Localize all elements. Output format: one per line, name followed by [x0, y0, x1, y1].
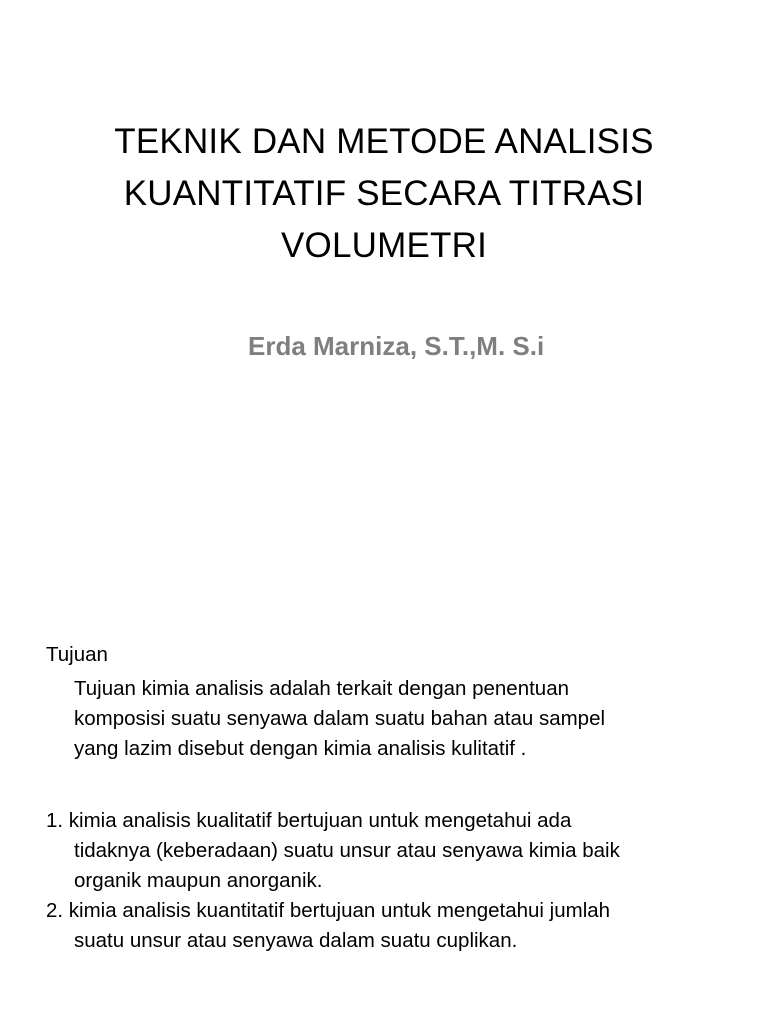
title-line-1: TEKNIK DAN METODE ANALISIS — [114, 122, 654, 161]
spacer — [46, 764, 736, 806]
list-item-text: tidaknya (keberadaan) suatu unsur atau senyawa kimia baik — [74, 839, 620, 862]
list-item-text: organik maupun anorganik. — [74, 869, 323, 892]
author-name: Erda Marniza, S.T.,M. S.i — [248, 331, 545, 361]
title-line-3: VOLUMETRI — [281, 226, 487, 265]
intro-line: Tujuan kimia analisis adalah terkait dengan penentuan — [74, 677, 569, 700]
list-item-text: 1. kimia analisis kualitatif bertujuan untuk mengetahui ada — [46, 809, 572, 832]
title-line-2: KUANTITATIF SECARA TITRASI — [123, 174, 645, 213]
list-item-text: 2. kimia analisis kuantitatif bertujuan untuk mengetahui jumlah — [46, 899, 611, 922]
content-body — [46, 640, 736, 956]
intro-line: komposisi suatu senyawa dalam suatu bahan atau sampel — [74, 707, 606, 730]
list-item-1 — [46, 806, 736, 896]
section-label-tujuan: Tujuan — [46, 643, 108, 666]
intro-line: yang lazim disebut dengan kimia analisis kulitatif . — [74, 737, 527, 760]
intro-paragraph — [74, 674, 736, 764]
list-item-text: suatu unsur atau senyawa dalam suatu cuplikan. — [74, 929, 518, 952]
page-title — [54, 116, 714, 272]
list-item-2 — [46, 896, 736, 956]
